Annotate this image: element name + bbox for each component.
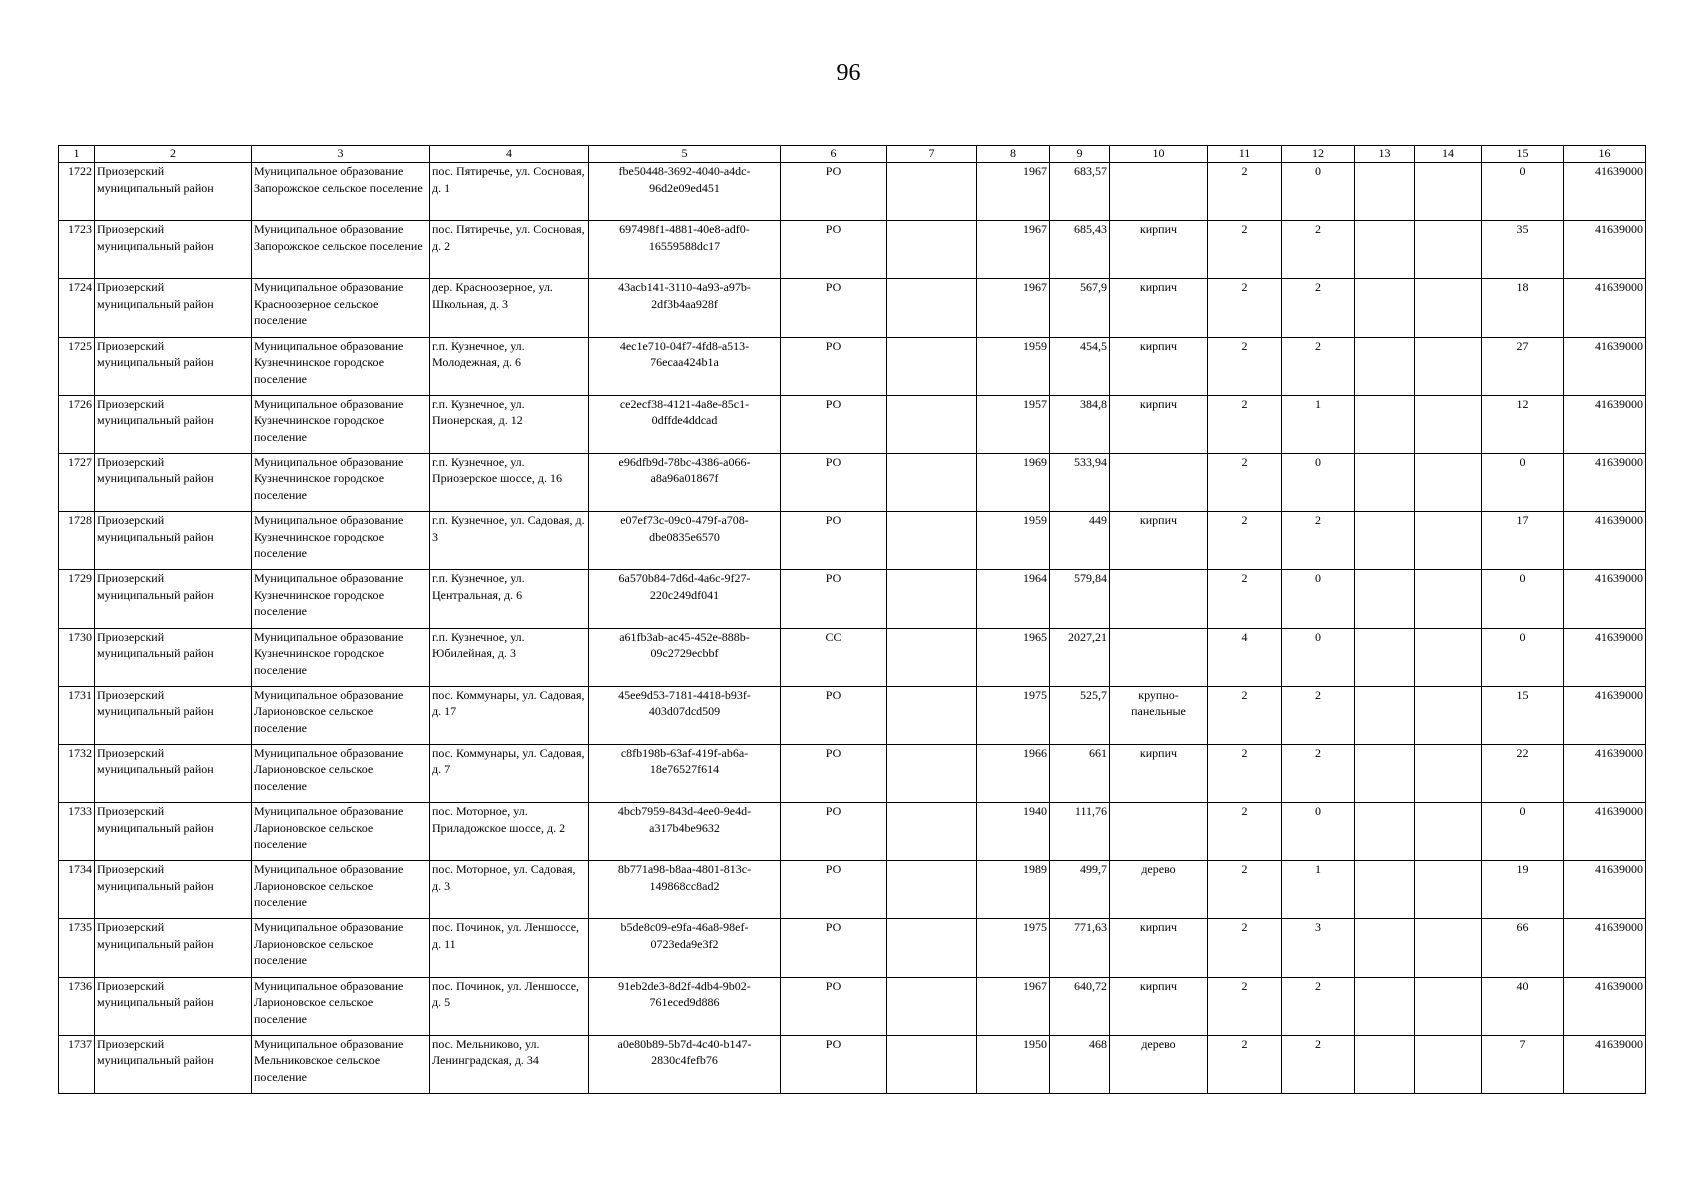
cell-oktmo-code: 41639000 (1564, 861, 1646, 919)
table-row (59, 628, 1646, 686)
cell-house-guid: fbe50448-3692-4040-a4dc-96d2e09ed451 (589, 163, 781, 221)
cell-col-14 (1415, 686, 1482, 744)
column-header-11: 11 (1208, 146, 1282, 163)
cell-district: Приозерский муниципальный район (95, 919, 252, 977)
cell-oktmo-code: 41639000 (1564, 279, 1646, 337)
cell-col-12: 2 (1282, 744, 1355, 802)
cell-col-14 (1415, 395, 1482, 453)
cell-address: г.п. Кузнечное, ул. Молодежная, д. 6 (430, 337, 589, 395)
cell-house-guid: 91eb2de3-8d2f-4db4-9b02-761eced9d886 (589, 977, 781, 1035)
cell-municipality: Муниципальное образование Кузнечнинское городское поселение (252, 570, 430, 628)
cell-col-14 (1415, 221, 1482, 279)
cell-col-14 (1415, 453, 1482, 511)
cell-area: 454,5 (1050, 337, 1110, 395)
header-row (59, 146, 1646, 163)
cell-row-number: 1735 (59, 919, 95, 977)
cell-house-guid: a61fb3ab-ac45-452e-888b-09c2729ecbbf (589, 628, 781, 686)
cell-house-guid: 45ee9d53-7181-4418-b93f-403d07dcd509 (589, 686, 781, 744)
table-body (59, 163, 1646, 1094)
cell-col-12: 2 (1282, 1035, 1355, 1093)
cell-wall-material (1110, 570, 1208, 628)
cell-wall-material: кирпич (1110, 279, 1208, 337)
cell-area: 499,7 (1050, 861, 1110, 919)
cell-year-built: 1967 (977, 221, 1050, 279)
cell-ownership-type: РО (781, 453, 887, 511)
cell-col-7 (887, 337, 977, 395)
cell-wall-material: крупно-панельные (1110, 686, 1208, 744)
cell-row-number: 1732 (59, 744, 95, 802)
cell-year-built: 1989 (977, 861, 1050, 919)
cell-year-built: 1967 (977, 279, 1050, 337)
cell-floors: 2 (1208, 512, 1282, 570)
cell-residents: 0 (1482, 803, 1564, 861)
cell-col-14 (1415, 977, 1482, 1035)
cell-residents: 18 (1482, 279, 1564, 337)
cell-area: 468 (1050, 1035, 1110, 1093)
cell-address: пос. Моторное, ул. Приладожское шоссе, д. 2 (430, 803, 589, 861)
cell-oktmo-code: 41639000 (1564, 221, 1646, 279)
cell-col-12: 0 (1282, 570, 1355, 628)
cell-municipality: Муниципальное образование Мельниковское сельское поселение (252, 1035, 430, 1093)
cell-col-14 (1415, 861, 1482, 919)
cell-col-7 (887, 977, 977, 1035)
cell-row-number: 1730 (59, 628, 95, 686)
cell-col-14 (1415, 803, 1482, 861)
cell-municipality: Муниципальное образование Ларионовское сельское поселение (252, 744, 430, 802)
cell-row-number: 1723 (59, 221, 95, 279)
cell-ownership-type: РО (781, 1035, 887, 1093)
cell-house-guid: 8b771a98-b8aa-4801-813c-149868cc8ad2 (589, 861, 781, 919)
column-header-9: 9 (1050, 146, 1110, 163)
cell-area: 579,84 (1050, 570, 1110, 628)
cell-col-7 (887, 221, 977, 279)
column-header-14: 14 (1415, 146, 1482, 163)
cell-ownership-type: РО (781, 803, 887, 861)
cell-col-12: 1 (1282, 395, 1355, 453)
cell-oktmo-code: 41639000 (1564, 337, 1646, 395)
cell-col-12: 0 (1282, 163, 1355, 221)
cell-district: Приозерский муниципальный район (95, 163, 252, 221)
cell-area: 449 (1050, 512, 1110, 570)
page-number: 96 (836, 60, 861, 86)
cell-district: Приозерский муниципальный район (95, 337, 252, 395)
cell-col-7 (887, 570, 977, 628)
cell-col-13 (1355, 337, 1415, 395)
cell-oktmo-code: 41639000 (1564, 803, 1646, 861)
cell-area: 2027,21 (1050, 628, 1110, 686)
cell-oktmo-code: 41639000 (1564, 395, 1646, 453)
column-header-4: 4 (430, 146, 589, 163)
cell-oktmo-code: 41639000 (1564, 512, 1646, 570)
cell-wall-material: кирпич (1110, 512, 1208, 570)
cell-col-7 (887, 919, 977, 977)
table-row (59, 279, 1646, 337)
cell-address: пос. Пятиречье, ул. Сосновая, д. 2 (430, 221, 589, 279)
cell-col-13 (1355, 977, 1415, 1035)
column-header-3: 3 (252, 146, 430, 163)
cell-floors: 4 (1208, 628, 1282, 686)
cell-ownership-type: РО (781, 861, 887, 919)
cell-floors: 2 (1208, 570, 1282, 628)
cell-col-7 (887, 803, 977, 861)
cell-residents: 40 (1482, 977, 1564, 1035)
cell-address: г.п. Кузнечное, ул. Приозерское шоссе, д. 16 (430, 453, 589, 511)
table-row (59, 744, 1646, 802)
cell-floors: 2 (1208, 686, 1282, 744)
cell-row-number: 1727 (59, 453, 95, 511)
table-row (59, 861, 1646, 919)
cell-year-built: 1975 (977, 686, 1050, 744)
cell-col-14 (1415, 570, 1482, 628)
cell-municipality: Муниципальное образование Кузнечнинское городское поселение (252, 453, 430, 511)
cell-col-12: 0 (1282, 453, 1355, 511)
cell-district: Приозерский муниципальный район (95, 570, 252, 628)
cell-col-12: 0 (1282, 803, 1355, 861)
cell-address: пос. Моторное, ул. Садовая, д. 3 (430, 861, 589, 919)
column-header-1: 1 (59, 146, 95, 163)
cell-wall-material: кирпич (1110, 337, 1208, 395)
cell-year-built: 1967 (977, 163, 1050, 221)
cell-residents: 0 (1482, 453, 1564, 511)
cell-oktmo-code: 41639000 (1564, 919, 1646, 977)
cell-municipality: Муниципальное образование Красноозерное сельское поселение (252, 279, 430, 337)
cell-row-number: 1736 (59, 977, 95, 1035)
cell-wall-material (1110, 628, 1208, 686)
cell-floors: 2 (1208, 744, 1282, 802)
cell-municipality: Муниципальное образование Ларионовское сельское поселение (252, 977, 430, 1035)
cell-wall-material (1110, 453, 1208, 511)
cell-oktmo-code: 41639000 (1564, 977, 1646, 1035)
cell-address: г.п. Кузнечное, ул. Садовая, д. 3 (430, 512, 589, 570)
cell-residents: 0 (1482, 163, 1564, 221)
cell-district: Приозерский муниципальный район (95, 628, 252, 686)
cell-row-number: 1728 (59, 512, 95, 570)
table-row (59, 919, 1646, 977)
column-header-12: 12 (1282, 146, 1355, 163)
cell-municipality: Муниципальное образование Кузнечнинское городское поселение (252, 395, 430, 453)
cell-residents: 17 (1482, 512, 1564, 570)
cell-ownership-type: РО (781, 221, 887, 279)
cell-house-guid: a0e80b89-5b7d-4c40-b147-2830c4fefb76 (589, 1035, 781, 1093)
column-header-7: 7 (887, 146, 977, 163)
table-row (59, 686, 1646, 744)
cell-ownership-type: РО (781, 744, 887, 802)
cell-address: г.п. Кузнечное, ул. Центральная, д. 6 (430, 570, 589, 628)
cell-ownership-type: РО (781, 977, 887, 1035)
column-header-2: 2 (95, 146, 252, 163)
table-row (59, 337, 1646, 395)
table-row (59, 803, 1646, 861)
cell-municipality: Муниципальное образование Ларионовское сельское поселение (252, 861, 430, 919)
cell-area: 525,7 (1050, 686, 1110, 744)
table-row (59, 977, 1646, 1035)
cell-municipality: Муниципальное образование Ларионовское сельское поселение (252, 919, 430, 977)
cell-oktmo-code: 41639000 (1564, 163, 1646, 221)
cell-col-7 (887, 686, 977, 744)
cell-floors: 2 (1208, 861, 1282, 919)
cell-address: пос. Починок, ул. Леншоссе, д. 5 (430, 977, 589, 1035)
cell-col-12: 2 (1282, 221, 1355, 279)
cell-wall-material: кирпич (1110, 744, 1208, 802)
cell-address: пос. Мельниково, ул. Ленинградская, д. 34 (430, 1035, 589, 1093)
cell-address: дер. Красноозерное, ул. Школьная, д. 3 (430, 279, 589, 337)
cell-district: Приозерский муниципальный район (95, 977, 252, 1035)
cell-wall-material: кирпич (1110, 395, 1208, 453)
cell-col-13 (1355, 570, 1415, 628)
cell-col-13 (1355, 861, 1415, 919)
table-row (59, 163, 1646, 221)
cell-ownership-type: РО (781, 163, 887, 221)
cell-year-built: 1969 (977, 453, 1050, 511)
cell-col-14 (1415, 919, 1482, 977)
cell-floors: 2 (1208, 395, 1282, 453)
table-row (59, 512, 1646, 570)
table-row (59, 1035, 1646, 1093)
cell-col-13 (1355, 686, 1415, 744)
cell-col-13 (1355, 453, 1415, 511)
cell-oktmo-code: 41639000 (1564, 744, 1646, 802)
cell-floors: 2 (1208, 337, 1282, 395)
cell-floors: 2 (1208, 919, 1282, 977)
cell-ownership-type: РО (781, 395, 887, 453)
cell-col-7 (887, 628, 977, 686)
cell-row-number: 1731 (59, 686, 95, 744)
cell-col-7 (887, 395, 977, 453)
cell-year-built: 1966 (977, 744, 1050, 802)
cell-col-13 (1355, 512, 1415, 570)
cell-col-12: 2 (1282, 337, 1355, 395)
cell-district: Приозерский муниципальный район (95, 512, 252, 570)
cell-col-13 (1355, 744, 1415, 802)
column-header-6: 6 (781, 146, 887, 163)
column-header-10: 10 (1110, 146, 1208, 163)
cell-wall-material (1110, 803, 1208, 861)
cell-col-14 (1415, 512, 1482, 570)
cell-wall-material: дерево (1110, 1035, 1208, 1093)
cell-col-14 (1415, 163, 1482, 221)
table-row (59, 395, 1646, 453)
cell-year-built: 1967 (977, 977, 1050, 1035)
cell-col-12: 2 (1282, 279, 1355, 337)
cell-oktmo-code: 41639000 (1564, 453, 1646, 511)
cell-col-13 (1355, 221, 1415, 279)
cell-floors: 2 (1208, 453, 1282, 511)
cell-oktmo-code: 41639000 (1564, 1035, 1646, 1093)
cell-col-14 (1415, 628, 1482, 686)
cell-wall-material: кирпич (1110, 977, 1208, 1035)
cell-wall-material: дерево (1110, 861, 1208, 919)
cell-floors: 2 (1208, 163, 1282, 221)
cell-col-14 (1415, 744, 1482, 802)
cell-year-built: 1950 (977, 1035, 1050, 1093)
cell-col-12: 0 (1282, 628, 1355, 686)
cell-area: 771,63 (1050, 919, 1110, 977)
cell-col-13 (1355, 279, 1415, 337)
cell-year-built: 1965 (977, 628, 1050, 686)
table-row (59, 453, 1646, 511)
cell-col-14 (1415, 1035, 1482, 1093)
cell-area: 685,43 (1050, 221, 1110, 279)
cell-oktmo-code: 41639000 (1564, 686, 1646, 744)
cell-row-number: 1725 (59, 337, 95, 395)
column-header-13: 13 (1355, 146, 1415, 163)
cell-col-7 (887, 1035, 977, 1093)
cell-district: Приозерский муниципальный район (95, 744, 252, 802)
cell-residents: 35 (1482, 221, 1564, 279)
cell-year-built: 1959 (977, 512, 1050, 570)
cell-address: пос. Коммунары, ул. Садовая, д. 17 (430, 686, 589, 744)
cell-house-guid: e96dfb9d-78bc-4386-a066-a8a96a01867f (589, 453, 781, 511)
column-header-15: 15 (1482, 146, 1564, 163)
cell-ownership-type: РО (781, 279, 887, 337)
cell-residents: 19 (1482, 861, 1564, 919)
cell-district: Приозерский муниципальный район (95, 861, 252, 919)
cell-col-12: 2 (1282, 977, 1355, 1035)
cell-floors: 2 (1208, 279, 1282, 337)
cell-col-7 (887, 279, 977, 337)
cell-row-number: 1733 (59, 803, 95, 861)
cell-municipality: Муниципальное образование Ларионовское сельское поселение (252, 803, 430, 861)
cell-area: 661 (1050, 744, 1110, 802)
cell-district: Приозерский муниципальный район (95, 279, 252, 337)
cell-row-number: 1729 (59, 570, 95, 628)
cell-col-7 (887, 453, 977, 511)
cell-district: Приозерский муниципальный район (95, 395, 252, 453)
cell-col-14 (1415, 337, 1482, 395)
cell-house-guid: 43acb141-3110-4a93-a97b-2df3b4aa928f (589, 279, 781, 337)
cell-ownership-type: РО (781, 337, 887, 395)
cell-col-14 (1415, 279, 1482, 337)
cell-district: Приозерский муниципальный район (95, 221, 252, 279)
cell-municipality: Муниципальное образование Кузнечнинское городское поселение (252, 628, 430, 686)
cell-col-13 (1355, 1035, 1415, 1093)
cell-year-built: 1959 (977, 337, 1050, 395)
cell-wall-material: кирпич (1110, 221, 1208, 279)
cell-house-guid: c8fb198b-63af-419f-ab6a-18e76527f614 (589, 744, 781, 802)
cell-oktmo-code: 41639000 (1564, 570, 1646, 628)
cell-wall-material (1110, 163, 1208, 221)
cell-area: 384,8 (1050, 395, 1110, 453)
cell-municipality: Муниципальное образование Запорожское сельское поселение (252, 163, 430, 221)
cell-house-guid: 697498f1-4881-40e8-adf0-16559588dc17 (589, 221, 781, 279)
cell-row-number: 1734 (59, 861, 95, 919)
cell-residents: 12 (1482, 395, 1564, 453)
cell-municipality: Муниципальное образование Кузнечнинское городское поселение (252, 512, 430, 570)
cell-year-built: 1975 (977, 919, 1050, 977)
cell-residents: 7 (1482, 1035, 1564, 1093)
cell-year-built: 1940 (977, 803, 1050, 861)
cell-col-7 (887, 512, 977, 570)
cell-area: 683,57 (1050, 163, 1110, 221)
cell-address: пос. Пятиречье, ул. Сосновая, д. 1 (430, 163, 589, 221)
cell-municipality: Муниципальное образование Кузнечнинское городское поселение (252, 337, 430, 395)
cell-district: Приозерский муниципальный район (95, 686, 252, 744)
cell-district: Приозерский муниципальный район (95, 1035, 252, 1093)
cell-residents: 27 (1482, 337, 1564, 395)
cell-year-built: 1964 (977, 570, 1050, 628)
cell-wall-material: кирпич (1110, 919, 1208, 977)
table-header (59, 146, 1646, 163)
cell-area: 567,9 (1050, 279, 1110, 337)
cell-house-guid: 4bcb7959-843d-4ee0-9e4d-a317b4be9632 (589, 803, 781, 861)
cell-col-12: 1 (1282, 861, 1355, 919)
column-header-5: 5 (589, 146, 781, 163)
cell-residents: 22 (1482, 744, 1564, 802)
table-row (59, 570, 1646, 628)
cell-address: г.п. Кузнечное, ул. Пионерская, д. 12 (430, 395, 589, 453)
cell-floors: 2 (1208, 1035, 1282, 1093)
cell-col-13 (1355, 163, 1415, 221)
cell-ownership-type: РО (781, 686, 887, 744)
cell-district: Приозерский муниципальный район (95, 453, 252, 511)
cell-area: 640,72 (1050, 977, 1110, 1035)
cell-col-13 (1355, 803, 1415, 861)
cell-col-12: 2 (1282, 512, 1355, 570)
cell-address: пос. Коммунары, ул. Садовая, д. 7 (430, 744, 589, 802)
cell-municipality: Муниципальное образование Запорожское сельское поселение (252, 221, 430, 279)
cell-area: 111,76 (1050, 803, 1110, 861)
table-row (59, 221, 1646, 279)
cell-address: пос. Починок, ул. Леншоссе, д. 11 (430, 919, 589, 977)
cell-row-number: 1726 (59, 395, 95, 453)
cell-row-number: 1724 (59, 279, 95, 337)
cell-house-guid: b5de8c09-e9fa-46a8-98ef-0723eda9e3f2 (589, 919, 781, 977)
cell-municipality: Муниципальное образование Ларионовское сельское поселение (252, 686, 430, 744)
cell-house-guid: 4ec1e710-04f7-4fd8-a513-76ecaa424b1a (589, 337, 781, 395)
cell-floors: 2 (1208, 221, 1282, 279)
cell-residents: 66 (1482, 919, 1564, 977)
column-header-16: 16 (1564, 146, 1646, 163)
cell-house-guid: 6a570b84-7d6d-4a6c-9f27-220c249df041 (589, 570, 781, 628)
cell-address: г.п. Кузнечное, ул. Юбилейная, д. 3 (430, 628, 589, 686)
cell-col-12: 2 (1282, 686, 1355, 744)
cell-col-13 (1355, 395, 1415, 453)
cell-ownership-type: СС (781, 628, 887, 686)
column-header-8: 8 (977, 146, 1050, 163)
cell-col-13 (1355, 628, 1415, 686)
cell-residents: 0 (1482, 570, 1564, 628)
cell-col-12: 3 (1282, 919, 1355, 977)
cell-residents: 0 (1482, 628, 1564, 686)
cell-col-7 (887, 861, 977, 919)
cell-residents: 15 (1482, 686, 1564, 744)
cell-ownership-type: РО (781, 512, 887, 570)
cell-year-built: 1957 (977, 395, 1050, 453)
cell-ownership-type: РО (781, 919, 887, 977)
cell-col-7 (887, 163, 977, 221)
cell-ownership-type: РО (781, 570, 887, 628)
cell-col-7 (887, 744, 977, 802)
cell-row-number: 1737 (59, 1035, 95, 1093)
cell-area: 533,94 (1050, 453, 1110, 511)
cell-house-guid: ce2ecf38-4121-4a8e-85c1-0dffde4ddcad (589, 395, 781, 453)
cell-floors: 2 (1208, 977, 1282, 1035)
housing-registry-table (58, 145, 1646, 1094)
cell-district: Приозерский муниципальный район (95, 803, 252, 861)
cell-row-number: 1722 (59, 163, 95, 221)
cell-oktmo-code: 41639000 (1564, 628, 1646, 686)
cell-floors: 2 (1208, 803, 1282, 861)
cell-col-13 (1355, 919, 1415, 977)
cell-house-guid: e07ef73c-09c0-479f-a708-dbe0835e6570 (589, 512, 781, 570)
